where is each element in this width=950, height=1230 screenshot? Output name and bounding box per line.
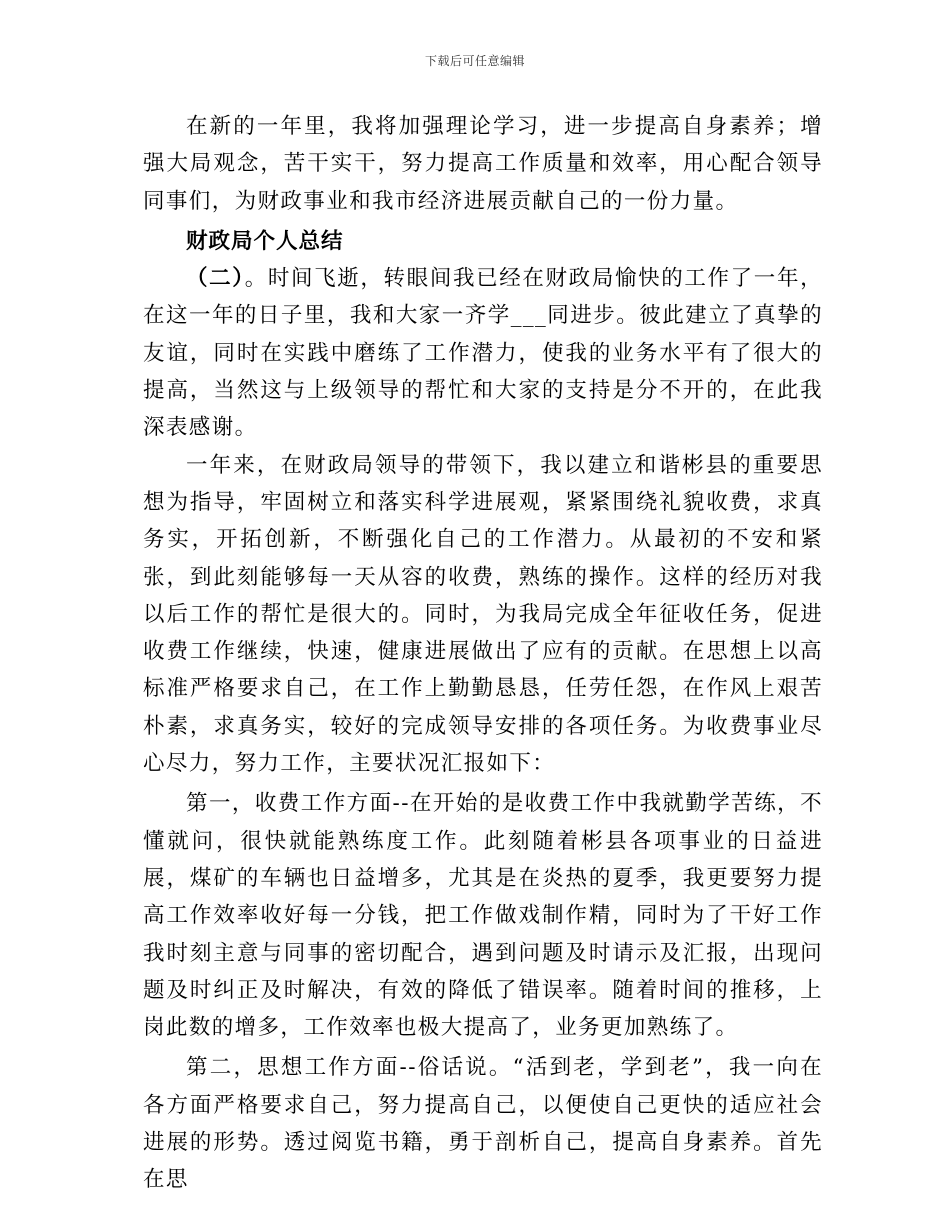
header-note: 下载后可任意编辑 (424, 54, 525, 68)
section-heading: 财政局个人总结 (186, 228, 344, 254)
paragraph-intro (143, 260, 823, 446)
section-number: （二） (186, 266, 245, 292)
document-body (143, 108, 823, 1199)
paragraph-closing: 在新的一年里，我将加强理论学习，进一步提高自身素养；增强大局观念，苦干实干，努力提高工作质量和效率，用心配合领导同事们，为财政事业和我市经济进展贡献自己的一份力量。 (143, 114, 823, 214)
paragraph-second-point: 第二，思想工作方面--俗话说。“活到老，学到老”，我一向在各方面严格要求自己，努力提高自己，以便使自己更快的适应社会进展的形势。透过阅览书籍，勇于剖析自己，提高自身素养。首先在思 (143, 1055, 823, 1193)
paragraph-year-review: 一年来，在财政局领导的带领下，我以建立和谐彬县的重要思想为指导，牢固树立和落实科学进展观，紧紧围绕礼貌收费，求真务实，开拓创新，不断强化自己的工作潜力。从最初的不安和紧张，到此刻能够每一天从容的收费，熟练的操作。这样的经历对我以后工作的帮忙是很大的。同时，为我局完成全年征收任务，促进收费工作继续，快速，健康进展做出了应有的贡献。在思想上以高标准严格要求自己，在工作上勤勤恳恳，任劳任怨，在作风上艰苦朴素，求真务实，较好的完成领导安排的各项任务。为收费事业尽心尽力，努力工作，主要状况汇报如下： (143, 452, 823, 777)
paragraph-intro-text: 。时间飞逝，转眼间我已经在财政局愉快的工作了一年，在这一年的日子里，我和大家一齐学___同进步。彼此建立了真挚的友谊，同时在实践中磨练了工作潜力，使我的业务水平有了很大的提高，当然这与上级领导的帮忙和大家的支持是分不开的，在此我深表感谢。 (143, 266, 823, 441)
paragraph-first-point: 第一，收费工作方面--在开始的是收费工作中我就勤学苦练，不懂就问，很快就能熟练度工作。此刻随着彬县各项事业的日益进展，煤矿的车辆也日益增多，尤其是在炎热的夏季，我更要努力提高工作效率收好每一分钱，把工作做戏制作精，同时为了干好工作我时刻主意与同事的密切配合，遇到问题及时请示及汇报，出现问题及时纠正及时解决，有效的降低了错误率。随着时间的推移，上岗此数的增多，工作效率也极大提高了，业务更加熟练了。 (143, 791, 823, 1041)
